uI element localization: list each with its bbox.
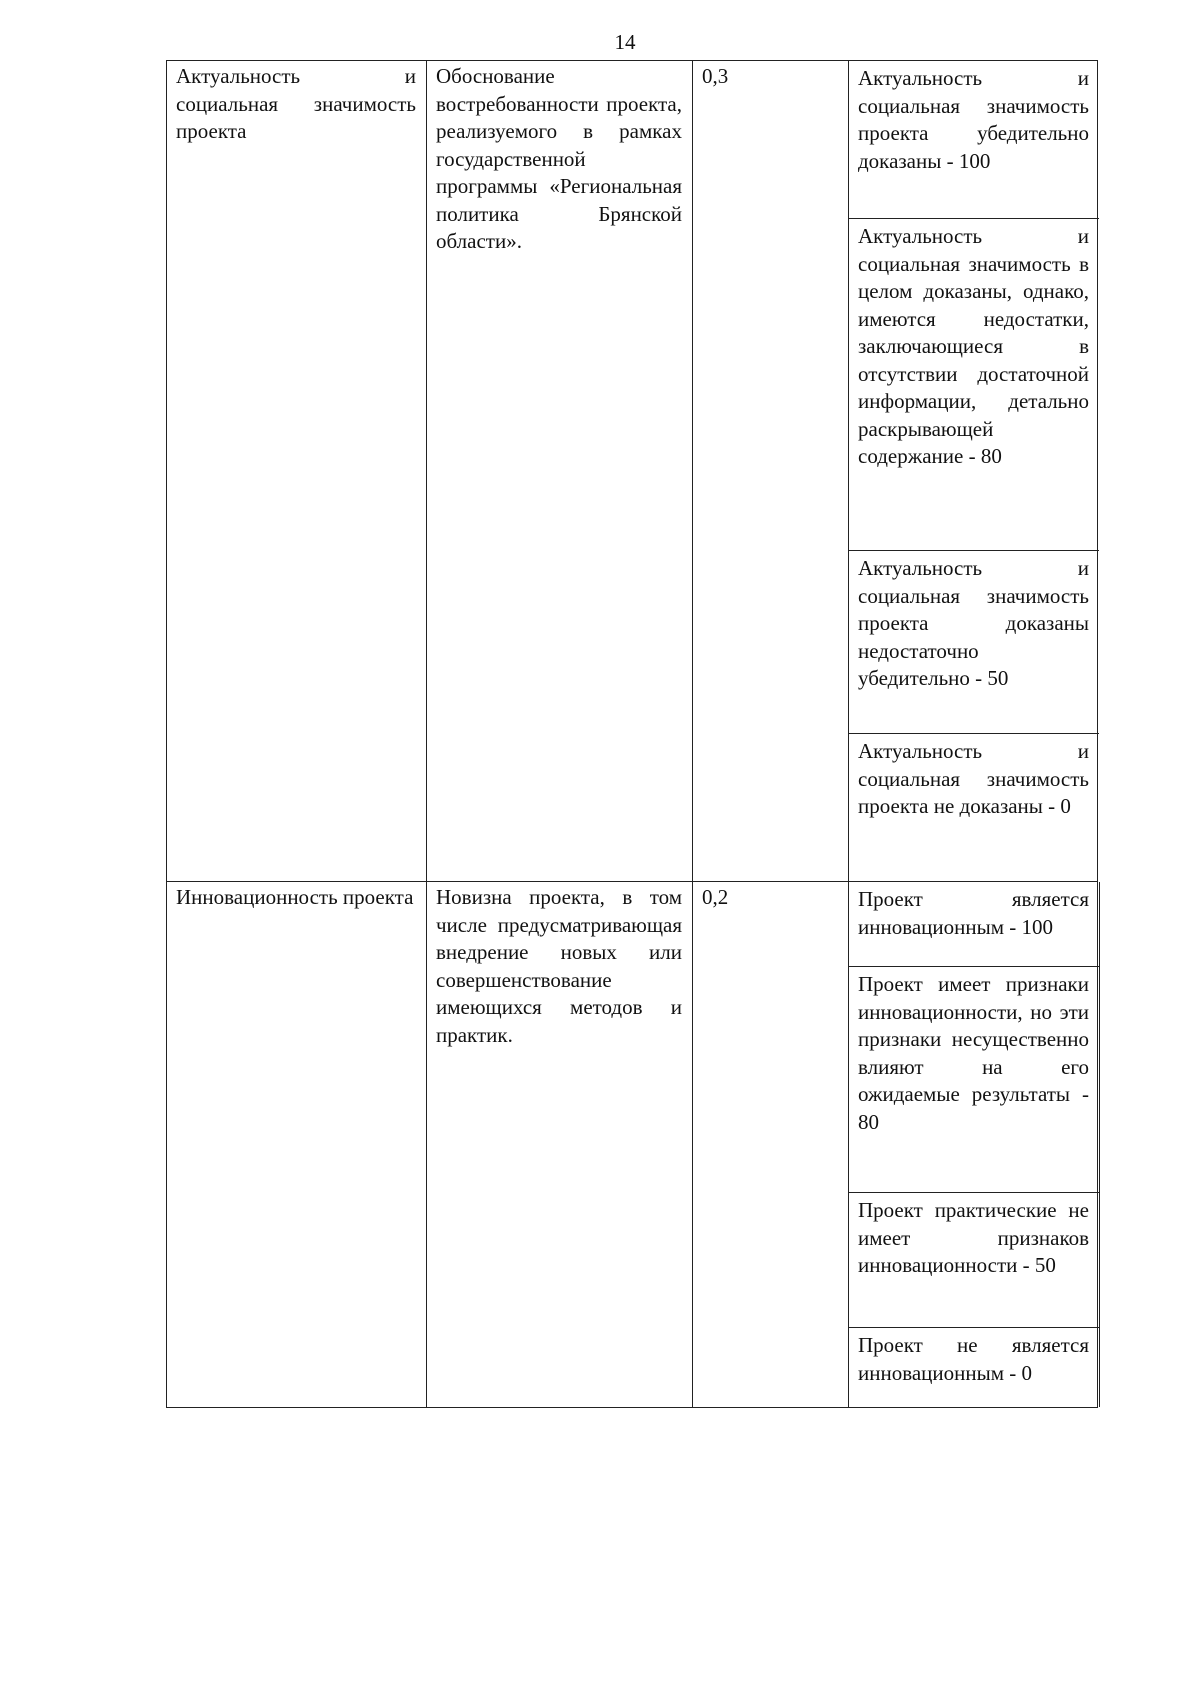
score-option: Актуальность и социальная значимость проекта доказаны недостаточно убедительно - 50: [849, 551, 1099, 734]
table-row: [167, 61, 1097, 882]
criteria-table: [166, 60, 1098, 1408]
criterion-description: Новизна проекта, в том числе предусматривающая внедрение новых или совершенствование имеющихся методов и практик.: [427, 882, 693, 1407]
criterion-weight: 0,2: [693, 882, 849, 1407]
score-option: Актуальность и социальная значимость проекта убедительно доказаны - 100: [849, 61, 1099, 219]
score-options: [849, 882, 1100, 1407]
score-options: [849, 61, 1099, 881]
page-number: 14: [614, 30, 636, 54]
score-option: Актуальность и социальная значимость в целом доказаны, однако, имеются недостатки, заключающиеся в отсутствии достаточной информации, детально раскрывающей содержание - 80: [849, 219, 1099, 551]
score-option: Проект не является инновационным - 0: [858, 1333, 1089, 1385]
score-option: Актуальность и социальная значимость проекта не доказаны - 0: [858, 739, 1089, 818]
criterion-name: Актуальность и социальная значимость проекта: [167, 61, 427, 881]
score-option: Проект имеет признаки инновационности, но эти признаки несущественно влияют на его ожидаемые результаты - 80: [849, 967, 1099, 1193]
score-option: Проект является инновационным - 100: [849, 882, 1099, 967]
criterion-weight: 0,3: [693, 61, 849, 881]
criterion-description: Обоснование востребованности проекта, реализуемого в рамках государственной программы «Региональная политика Брянской области».: [427, 61, 693, 881]
criterion-name: Инновационность проекта: [167, 882, 427, 1407]
score-option: Проект практические не имеет признаков инновационности - 50: [849, 1193, 1099, 1328]
table-row: [167, 882, 1097, 1407]
